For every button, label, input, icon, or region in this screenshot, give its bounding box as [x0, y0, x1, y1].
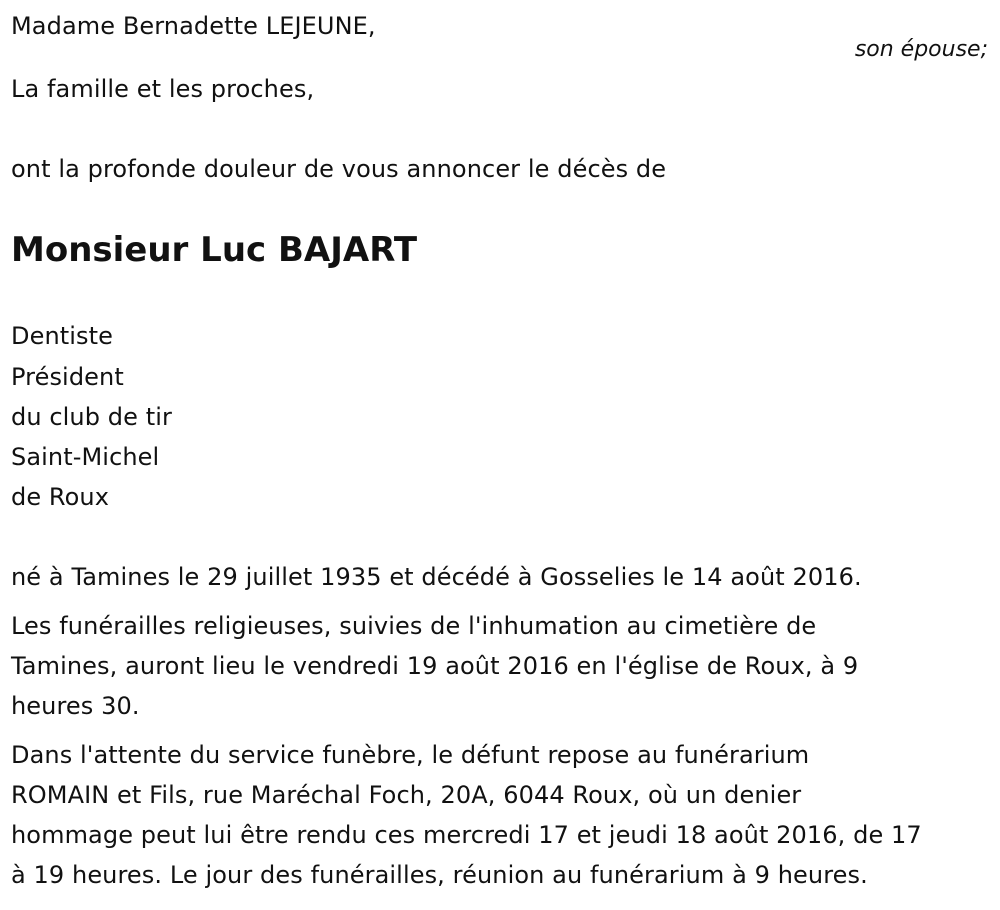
paragraph-line: Les funérailles religieuses, suivies de l'inhumation au cimetière de [11, 612, 817, 640]
widow-line: Madame Bernadette LEJEUNE, [11, 12, 376, 40]
title-item: Dentiste [11, 322, 114, 350]
paragraph-line: Tamines, auront lieu le vendredi 19 août 2016 en l'église de Roux, à 9 [11, 652, 859, 680]
funeral-paragraph [11, 606, 996, 726]
title-item: de Roux [11, 483, 110, 511]
birth-death-line: né à Tamines le 29 juillet 1935 et décédé à Gosselies le 14 août 2016. [11, 563, 862, 591]
widow-relation: son épouse; [854, 37, 988, 62]
deceased-name: Monsieur Luc BAJART [11, 230, 418, 270]
paragraph-line: Dans l'attente du service funèbre, le défunt repose au funérarium [11, 741, 810, 769]
title-item: du club de tir [11, 403, 172, 431]
paragraph-line: ROMAIN et Fils, rue Maréchal Foch, 20A, 6044 Roux, où un denier [11, 781, 802, 809]
paragraph-line: hommage peut lui être rendu ces mercredi 17 et jeudi 18 août 2016, de 17 [11, 821, 922, 849]
title-item: Saint-Michel [11, 443, 160, 471]
viewing-paragraph [11, 735, 996, 895]
paragraph-line: heures 30. [11, 692, 140, 720]
title-item: Président [11, 363, 124, 391]
announcement-line: ont la profonde douleur de vous annoncer le décès de [11, 155, 667, 183]
family-line: La famille et les proches, [11, 75, 315, 103]
paragraph-line: à 19 heures. Le jour des funérailles, réunion au funérarium à 9 heures. [11, 861, 868, 889]
